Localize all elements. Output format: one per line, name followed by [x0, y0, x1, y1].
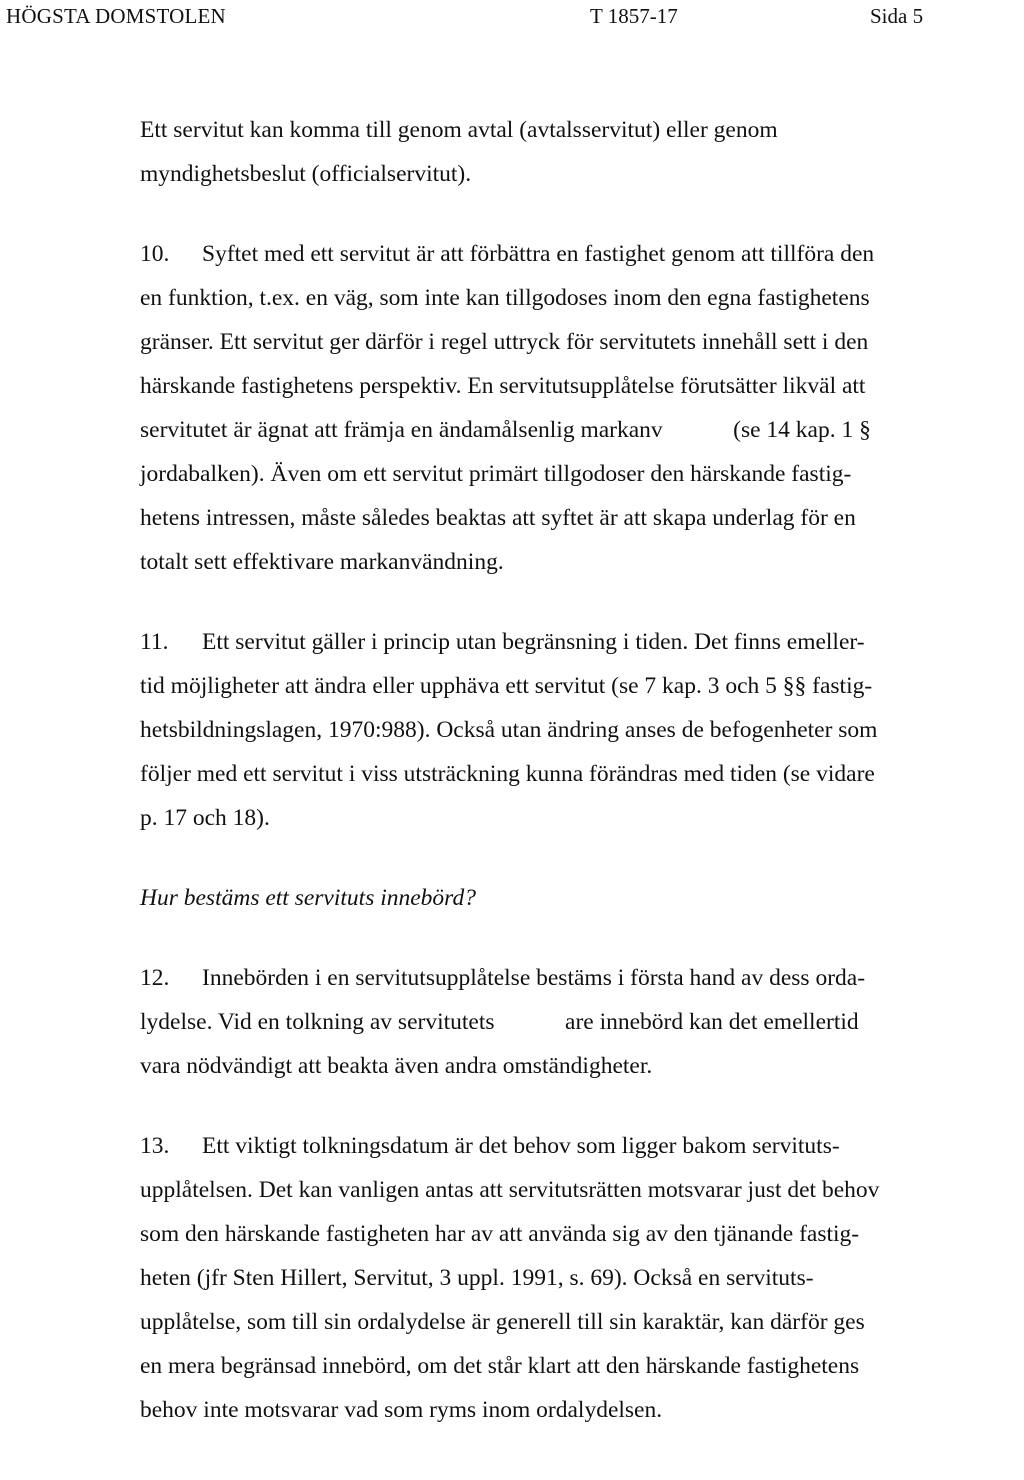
paragraph-10	[140, 232, 1012, 584]
paragraph-line: vara nödvändigt att beakta även andra omständigheter.	[140, 1053, 653, 1079]
paragraph-number: 13.	[140, 1133, 170, 1159]
paragraph-number: 10.	[140, 241, 170, 267]
paragraph-line: 11. Ett servitut gäller i princip utan begränsning i tiden. Det finns emeller-	[140, 620, 1012, 664]
paragraph-12	[140, 956, 1012, 1088]
document-body	[0, 108, 1024, 1432]
page-number: Sida 5	[870, 4, 924, 28]
paragraph-line: behov inte motsvarar vad som ryms inom ordalydelsen.	[140, 1397, 663, 1423]
paragraph-number: 12.	[140, 965, 170, 991]
paragraph-line: heten (jfr Sten Hillert, Servitut, 3 uppl. 1991, s. 69). Också en servituts-	[140, 1265, 814, 1291]
paragraph-line: som den härskande fastigheten har av att använda sig av den tjänande fastig-	[140, 1221, 860, 1247]
paragraph-line: upplåtelsen. Det kan vanligen antas att servitutsrätten motsvarar just det behov	[140, 1177, 880, 1203]
paragraph-11	[140, 620, 1012, 840]
paragraph-line: jordabalken). Även om ett servitut primärt tillgodoser den härskande fastig-	[140, 461, 852, 487]
paragraph-line: följer med ett servitut i viss utsträckning kunna förändras med tiden (se vidare	[140, 761, 875, 787]
paragraph-line: totalt sett effektivare markanvändning.	[140, 549, 504, 575]
paragraph-line: myndighetsbeslut (officialservitut).	[140, 161, 472, 187]
paragraph-line: 13. Ett viktigt tolkningsdatum är det behov som ligger bakom servituts-	[140, 1124, 1012, 1168]
court-name: HÖGSTA DOMSTOLEN	[6, 4, 226, 28]
paragraph-line: gränser. Ett servitut ger därför i regel uttryck för servitutets innehåll sett i den	[140, 329, 869, 355]
paragraph-line: tid möjligheter att ändra eller upphäva ett servitut (se 7 kap. 3 och 5 §§ fastig-	[140, 673, 873, 699]
paragraph-number: 11.	[140, 629, 169, 655]
section-heading: Hur bestäms ett servituts innebörd?	[140, 885, 476, 911]
paragraph-line: servitutet är ägnat att främja en ändamålsenlig markanv (se 14 kap. 1 §	[140, 417, 871, 443]
paragraph-line: härskande fastighetens perspektiv. En servitutsupplåtelse förutsätter likväl att	[140, 373, 866, 399]
paragraph-intro	[140, 108, 1012, 196]
paragraph-line: upplåtelse, som till sin ordalydelse är generell till sin karaktär, kan därför ges	[140, 1309, 865, 1335]
paragraph-line: p. 17 och 18).	[140, 805, 270, 831]
paragraph-line: 10. Syftet med ett servitut är att förbättra en fastighet genom att tillföra den	[140, 232, 1012, 276]
paragraph-line: en mera begränsad innebörd, om det står klart att den härskande fastighetens	[140, 1353, 860, 1379]
case-number: T 1857-17	[590, 4, 678, 28]
paragraph-line: lydelse. Vid en tolkning av servitutets are innebörd kan det emellertid	[140, 1009, 859, 1035]
page-header	[0, 4, 1024, 34]
paragraph-line: 12. Innebörden i en servitutsupplåtelse bestäms i första hand av dess orda-	[140, 956, 1012, 1000]
paragraph-line: hetens intressen, måste således beaktas att syftet är att skapa underlag för en	[140, 505, 856, 531]
paragraph-line: Ett servitut kan komma till genom avtal (avtalsservitut) eller genom	[140, 117, 778, 143]
paragraph-line: en funktion, t.ex. en väg, som inte kan tillgodoses inom den egna fastighetens	[140, 285, 870, 311]
paragraph-line: hetsbildningslagen, 1970:988). Också utan ändring anses de befogenheter som	[140, 717, 878, 743]
paragraph-13	[140, 1124, 1012, 1432]
